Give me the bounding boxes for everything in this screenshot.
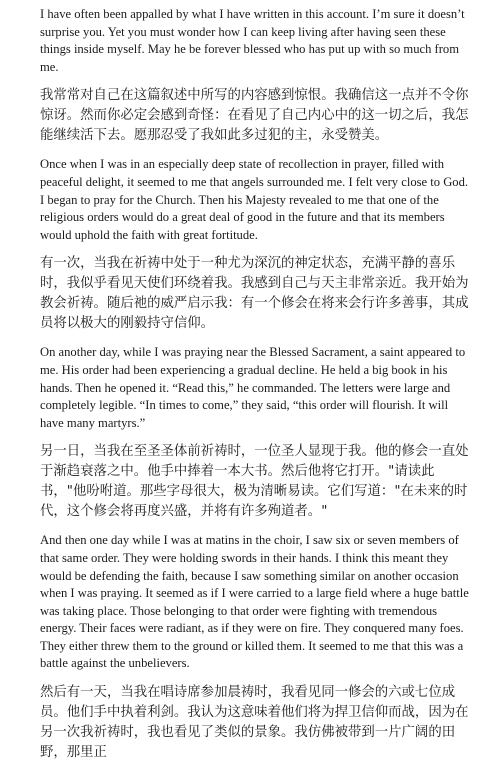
paragraph-chinese-2: 有一次，当我在祈祷中处于一种尤为深沉的神定状态，充满平静的喜乐时，我似乎看见天使们环绕着我。我感到自己与天主非常亲近。我开始为教会祈祷。随后祂的威严启示我：有一个修会在将来会行许多善事，其成员将以极大的刚毅持守信仰。 bbox=[40, 256, 469, 332]
paragraph-english-1: I have often been appalled by what I have written in this account. I’m sure it doesn’t surprise you. Yet you must wonder how I can keep living after having seen these things inside myself. May he be forever blessed who has put up with so much from me. bbox=[40, 7, 465, 74]
paragraph-english-2: Once when I was in an especially deep state of recollection in prayer, filled with peaceful delight, it seemed to me that angels surrounded me. I felt very close to God. I began to pray for the Church. Then his Majesty revealed to me that one of the religious orders would do a great deal of good in the future and that its members would uphold the faith with great fortitude. bbox=[40, 157, 469, 242]
paragraph-english-4: And then one day while I was at matins in the choir, I saw six or seven members of that same order. They were holding swords in their hands. I think this meant they would be defending the faith, because I saw something similar on another occasion when I was praying. It seemed as if I were carried to a large field where a huge battle was taking place. Those belonging to that order were fighting with tremendous energy. Their faces were radiant, as if they were on fire. They conquered many foes. They either threw them to the ground or killed them. It seemed to me that this was a battle against the unbelievers. bbox=[40, 533, 469, 671]
paragraph-chinese-1: 我常常对自己在这篇叙述中所写的内容感到惊恨。我确信这一点并不令你惊讶。然而你必定会感到奇怪：在看见了自己内心中的这一切之后，我怎能继续活下去。愿那忍受了我如此多过犯的主，永受赞美。 bbox=[40, 88, 469, 144]
paragraph-chinese-3: 另一日，当我在至圣圣体前祈祷时，一位圣人显现于我。他的修会一直处于渐趋衰落之中。他手中捧着一本大书。然后他将它打开。"请读此书，"他吩咐道。那些字母很大，极为清晰易读。它们写道："在未来的时代，这个修会将再度兴盛，并将有许多殉道者。" bbox=[40, 444, 469, 520]
paragraph-english-3: On another day, while I was praying near the Blessed Sacrament, a saint appeared to me. His order had been experiencing a gradual decline. He held a big book in his hands. Then he opened it. “Read this,” he commanded. The letters were large and completely legible. “In times to come,” they said, “this order will flourish. It will have many martyrs.” bbox=[40, 345, 466, 430]
paragraph-chinese-4: 然后有一天，当我在唱诗席参加晨祷时，我看见同一修会的六或七位成员。他们手中执着利剑。我认为这意味着他们将为捍卫信仰而战，因为在另一次我祈祷时，我也看见了类似的景象。我仿佛被带到一片广阔的田野，那里正 bbox=[40, 685, 469, 761]
